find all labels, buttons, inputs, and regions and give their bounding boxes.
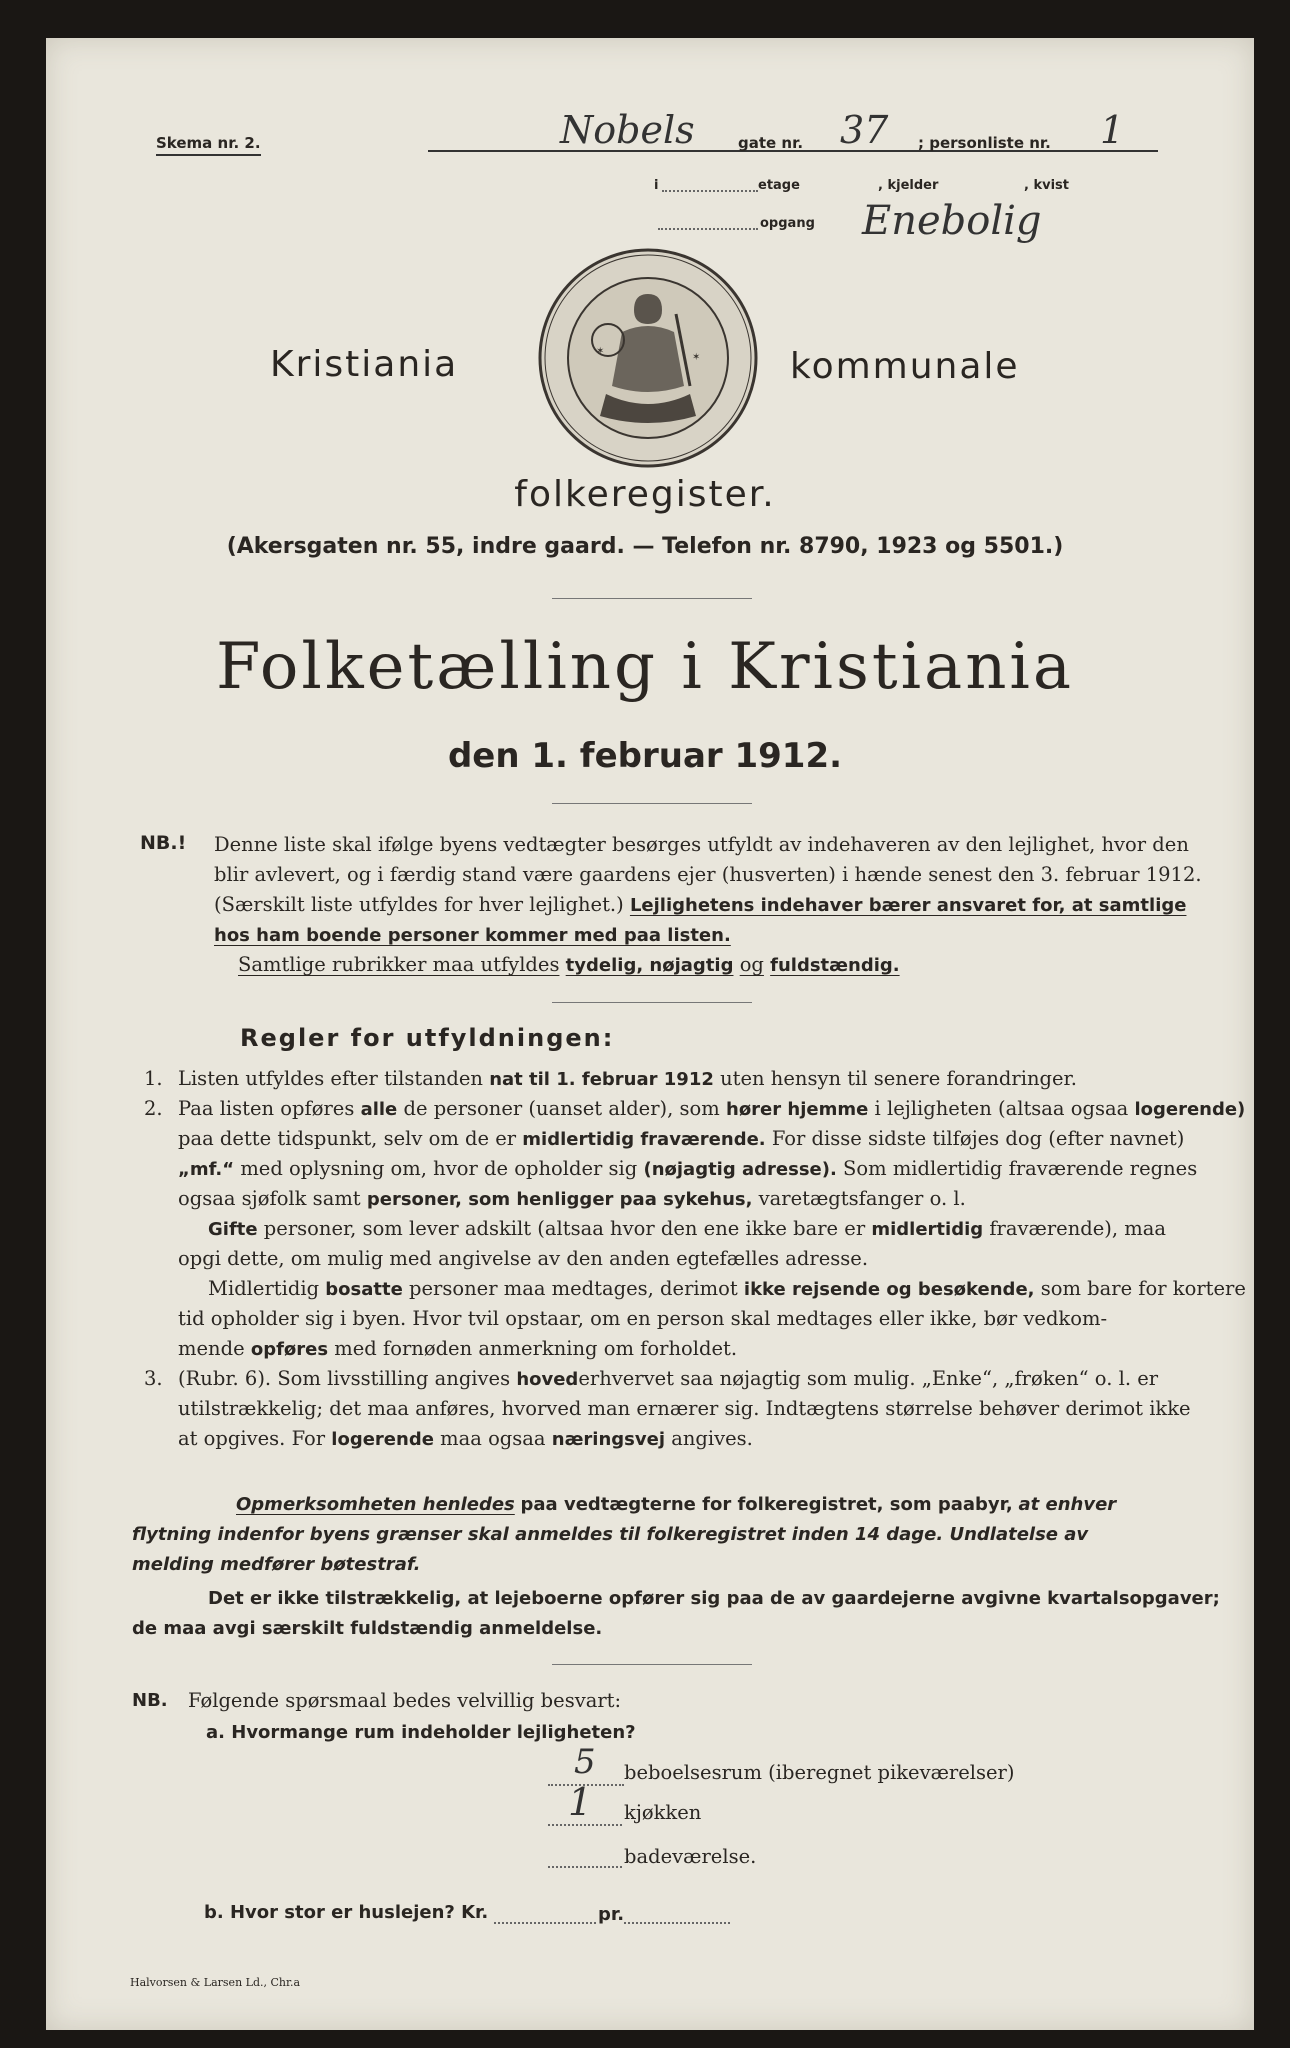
bath-dots bbox=[548, 1866, 622, 1868]
rule-2-line-7: Midlertidig bosatte personer maa medtages, derimot ikke rejsende og besøkende, som bare for kortere bbox=[208, 1277, 1246, 1300]
rule-3-number: 3. bbox=[144, 1367, 163, 1390]
questions-intro: Følgende spørsmaal bedes velvillig besvart: bbox=[188, 1689, 622, 1712]
rule-2-line-3: „mf.“ med oplysning om, hvor de opholder sig (nøjagtig adresse). Som midlertidig fraværende regnes bbox=[178, 1157, 1198, 1180]
notice-line-1: Opmerksomheten henledes paa vedtægterne for folkeregistret, som paabyr, at enhver bbox=[236, 1494, 1117, 1515]
personliste-label: ; personliste nr. bbox=[918, 134, 1051, 152]
etage-dots bbox=[662, 190, 758, 192]
divider-3 bbox=[552, 1002, 752, 1003]
kvist-label: , kvist bbox=[1024, 178, 1069, 193]
kitchen-value-handwritten: 1 bbox=[568, 1780, 593, 1824]
nb1-label: NB.! bbox=[140, 832, 187, 854]
rent-per-label: pr. bbox=[598, 1904, 625, 1925]
city-seal bbox=[536, 244, 760, 472]
rule-1-number: 1. bbox=[144, 1067, 163, 1090]
questions-nb: NB. bbox=[132, 1690, 168, 1711]
office-right: kommunale bbox=[790, 346, 1020, 387]
rule-2-line-6: opgi dette, om mulig med angivelse av den anden egtefælles adresse. bbox=[178, 1247, 869, 1270]
nb1-line-2: blir avlevert, og i færdig stand være gaardens ejer (husverten) i hænde senest den 3. februar 1912. bbox=[214, 863, 1202, 886]
divider-2 bbox=[552, 803, 752, 804]
rule-2-line-9: mende opføres med fornøden anmerkning om forholdet. bbox=[178, 1337, 738, 1360]
bath-label: badeværelse. bbox=[624, 1845, 757, 1868]
rent-per-dots bbox=[624, 1922, 730, 1924]
census-title: Folketælling i Kristiania bbox=[215, 630, 1075, 704]
nb1-line-3: (Særskilt liste utfyldes for hver lejlighet.) Lejlighetens indehaver bærer ansvaret for, at samtlige bbox=[214, 893, 1187, 916]
question-a: a. Hvormange rum indeholder lejligheten? bbox=[206, 1722, 636, 1743]
schema-label: Skema nr. 2. bbox=[156, 134, 261, 152]
kjelder-label: , kjelder bbox=[878, 178, 939, 193]
notice-line-5: de maa avgi særskilt fuldstændig anmeldelse. bbox=[132, 1618, 603, 1639]
svg-text:✶: ✶ bbox=[692, 352, 701, 363]
seal-icon bbox=[536, 244, 760, 472]
rule-2-line-1: Paa listen opføres alle de personer (uanset alder), som hører hjemme i lejligheten (altsaa ogsaa logerende) bbox=[178, 1097, 1246, 1120]
census-date: den 1. februar 1912. bbox=[447, 736, 843, 776]
rule-2-number: 2. bbox=[144, 1097, 163, 1120]
svg-text:✶: ✶ bbox=[596, 346, 605, 357]
rule-2-line-4: ogsaa sjøfolk samt personer, som henligger paa sykehus, varetægtsfanger o. l. bbox=[178, 1187, 966, 1210]
notice-line-3: melding medfører bøtestraf. bbox=[132, 1554, 421, 1575]
etage-label: etage bbox=[758, 178, 800, 193]
rule-3-line-1: (Rubr. 6). Som livsstilling angives hovederhvervet saa nøjagtig som mulig. „Enke“, „frøken“ o. l. er bbox=[178, 1367, 1159, 1390]
rooms-value-handwritten: 5 bbox=[574, 1742, 596, 1782]
kitchen-dots bbox=[548, 1824, 622, 1826]
rule-2-line-5: Gifte personer, som lever adskilt (altsaa hvor den ene ikke bare er midlertidig fraværende), maa bbox=[208, 1217, 1167, 1240]
divider-4 bbox=[552, 1664, 752, 1665]
nb1-line-5: Samtlige rubrikker maa utfyldes tydelig, nøjagtig og fuldstændig. bbox=[238, 953, 900, 976]
rooms-label: beboelsesrum (iberegnet pikeværelser) bbox=[624, 1761, 1015, 1784]
office-title: folkeregister. bbox=[514, 474, 776, 515]
office-left: Kristiania bbox=[270, 344, 459, 385]
printer-imprint: Halvorsen & Larsen Ld., Chr.a bbox=[130, 1976, 301, 1989]
street-name-handwritten: Nobels bbox=[560, 108, 695, 152]
nb1-line-1: Denne liste skal ifølge byens vedtægter besørges utfyldt av indehaveren av den lejlighet, hvor den bbox=[214, 833, 1189, 856]
opgang-dots bbox=[658, 228, 758, 230]
opgang-label: opgang bbox=[760, 216, 815, 231]
i-label: i bbox=[654, 178, 659, 193]
gate-number-handwritten: 37 bbox=[840, 108, 889, 152]
gate-label: gate nr. bbox=[738, 134, 804, 152]
rule-1-text: Listen utfyldes efter tilstanden nat til 1. februar 1912 uten hensyn til senere forandringer. bbox=[178, 1067, 1077, 1090]
opgang-handwritten: Enebolig bbox=[862, 198, 1042, 244]
kitchen-label: kjøkken bbox=[624, 1801, 702, 1824]
divider-1 bbox=[552, 598, 752, 599]
notice-line-4: Det er ikke tilstrækkelig, at lejeboerne opfører sig paa de av gaardejerne avgivne kvartalsopgaver; bbox=[208, 1588, 1220, 1609]
personliste-number-handwritten: 1 bbox=[1100, 108, 1125, 152]
rule-2-line-8: tid opholder sig i byen. Hvor tvil opstaar, om en person skal medtages eller ikke, bør vedkom- bbox=[178, 1307, 1108, 1330]
rules-title: Regler for utfyldningen: bbox=[240, 1024, 615, 1052]
rule-3-line-2: utilstrækkelig; det maa anføres, hvorved man ernærer sig. Indtægtens størrelse behøver derimot ikke bbox=[178, 1397, 1191, 1420]
office-address: (Akersgaten nr. 55, indre gaard. — Telefon nr. 8790, 1923 og 5501.) bbox=[226, 534, 1064, 559]
nb1-line-4: hos ham boende personer kommer med paa listen. bbox=[214, 925, 731, 946]
rent-kr-dots bbox=[494, 1922, 596, 1924]
notice-line-2: flytning indenfor byens grænser skal anmeldes til folkeregistret inden 14 dage. Undlatelse av bbox=[132, 1524, 1089, 1545]
question-b: b. Hvor stor er huslejen? Kr. bbox=[204, 1902, 489, 1923]
rule-3-line-3: at opgives. For logerende maa ogsaa næringsvej angives. bbox=[178, 1427, 753, 1450]
rule-2-line-2: paa dette tidspunkt, selv om de er midlertidig fraværende. For disse sidste tilføjes dog (efter navnet) bbox=[178, 1127, 1185, 1150]
